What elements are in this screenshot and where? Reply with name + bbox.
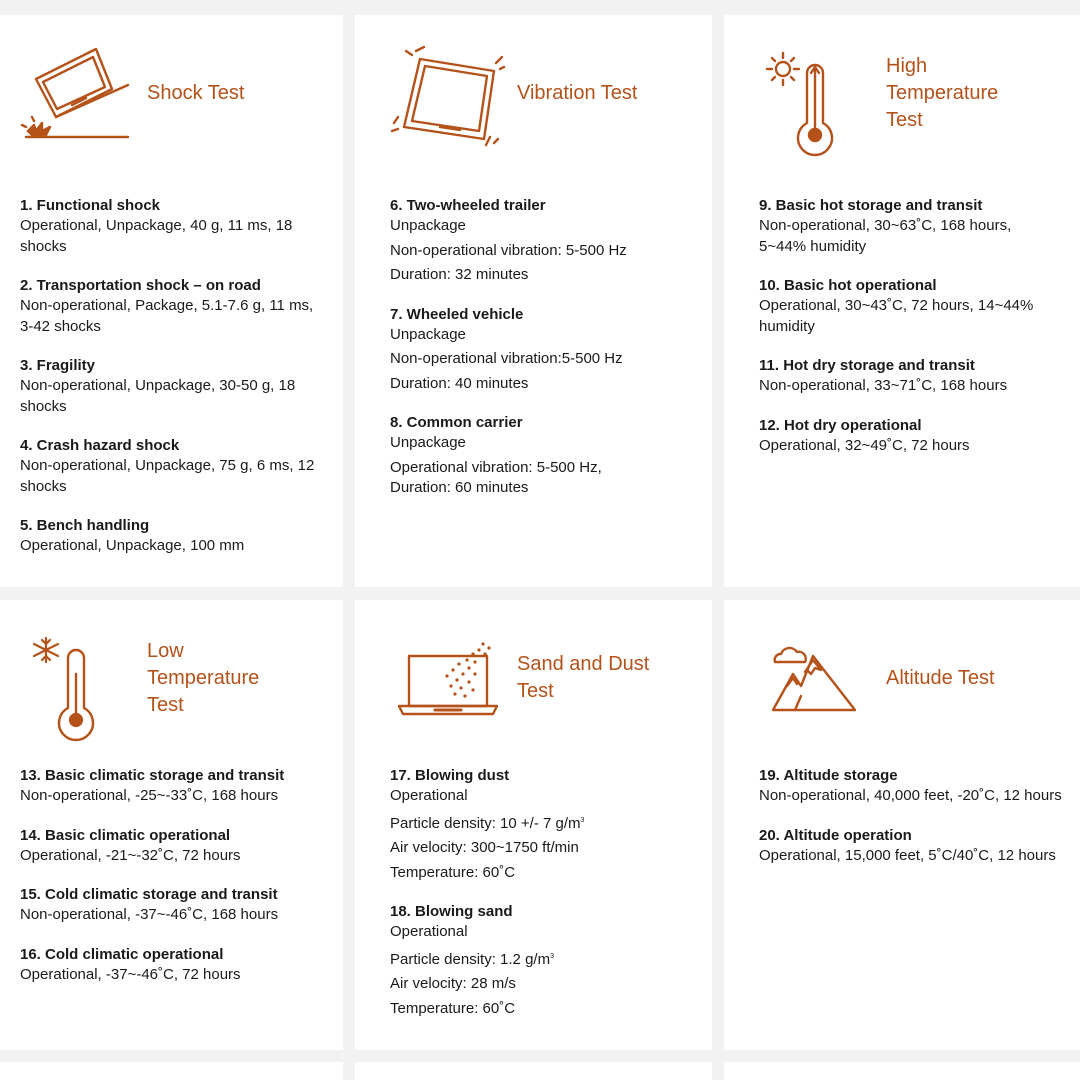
card-partial <box>724 1062 1080 1080</box>
item-title: 10. Basic hot operational <box>759 277 937 294</box>
item-title: 7. Wheeled vehicle <box>390 305 524 323</box>
item-detail: Unpackage <box>390 434 466 451</box>
item-title: 12. Hot dry operational <box>759 416 922 434</box>
list-item <box>390 413 694 499</box>
card-title: Low Temperature Test <box>147 640 260 716</box>
item-detail: Non-operational, 30~63˚C, 168 hours, 5~44% humidity <box>759 217 1012 255</box>
card-title: Vibration Test <box>517 82 638 104</box>
card-vibration-test <box>355 15 712 587</box>
item-detail: Operational <box>390 923 468 940</box>
item-detail: Non-operational, Unpackage, 75 g, 6 ms, 12 shocks <box>20 457 315 495</box>
card-shock-test <box>0 15 343 587</box>
item-detail: Duration: 40 minutes <box>390 374 529 392</box>
list-item <box>20 196 325 257</box>
item-detail: Operational, 30~43˚C, 72 hours, 14~44% humidity <box>759 297 1034 335</box>
item-title: 5. Bench handling <box>20 517 150 534</box>
item-detail: Operational <box>390 787 468 804</box>
item-detail: Operational, -21~-32˚C, 72 hours <box>20 846 241 864</box>
list-item <box>20 276 325 337</box>
list-item <box>759 276 1062 337</box>
item-title: 14. Basic climatic operational <box>20 826 231 844</box>
item-detail: Air velocity: 300~1750 ft/min <box>390 839 579 856</box>
card-sand-dust-test <box>355 600 712 1050</box>
list-item <box>390 305 694 395</box>
list-item <box>759 826 1062 867</box>
item-detail: Non-operational, -37~-46˚C, 168 hours <box>20 906 279 923</box>
list-item <box>20 436 325 497</box>
item-title: 17. Blowing dust <box>390 767 510 784</box>
item-detail: Non-operational vibration: 5-500 Hz <box>390 241 627 259</box>
item-detail: Non-operational, 33~71˚C, 168 hours <box>759 377 1008 394</box>
item-detail: Operational, -37~-46˚C, 72 hours <box>20 965 241 983</box>
card-high-temperature-test <box>724 15 1080 587</box>
item-title: 11. Hot dry storage and transit <box>759 357 975 374</box>
item-detail: Non-operational vibration:5-500 Hz <box>390 350 623 367</box>
item-detail: Operational vibration: 5-500 Hz, Duration: 60 minutes <box>390 458 602 496</box>
list-item <box>759 416 1062 457</box>
snowflake-thermometer-icon <box>20 634 132 734</box>
item-title: 20. Altitude operation <box>759 826 912 844</box>
item-title: 8. Common carrier <box>390 414 523 431</box>
item-title: 4. Crash hazard shock <box>20 437 180 454</box>
list-item <box>20 885 325 926</box>
list-item <box>20 766 325 807</box>
item-detail: Particle density: 10 +/- 7 $g/m^3$ <box>390 814 585 832</box>
list-item <box>20 356 325 417</box>
item-detail: Non-operational, Unpackage, 30-50 g, 18 shocks <box>20 377 296 415</box>
item-detail: Air velocity: 28 m/s <box>390 975 516 992</box>
item-title: 16. Cold climatic operational <box>20 945 224 963</box>
mountain-cloud-icon <box>769 640 881 740</box>
list-item <box>390 902 694 1019</box>
item-detail: Non-operational, -25~-33˚C, 168 hours <box>20 787 279 804</box>
item-title: 13. Basic climatic storage and transit <box>20 767 285 784</box>
item-detail: Non-operational, 40,000 feet, -20˚C, 12 hours <box>759 787 1062 804</box>
item-title: 3. Fragility <box>20 357 96 374</box>
item-detail: Duration: 32 minutes <box>390 266 529 283</box>
item-title: 15. Cold climatic storage and transit <box>20 886 278 903</box>
item-detail: Operational, Unpackage, 100 mm <box>20 537 245 554</box>
laptop-dust-icon <box>395 640 507 740</box>
laptop-vibration-icon <box>390 45 502 145</box>
list-item <box>20 516 325 557</box>
item-detail: Operational, Unpackage, 40 g, 11 ms, 18 shocks <box>20 217 293 255</box>
card-partial <box>355 1062 712 1080</box>
item-detail: Temperature: 60˚C <box>390 863 516 881</box>
list-item <box>759 196 1062 257</box>
card-title: High Temperature Test <box>886 55 999 131</box>
list-item <box>20 945 325 986</box>
item-detail: Operational, 15,000 feet, 5˚C/40˚C, 12 hours <box>759 846 1056 864</box>
item-title: 1. Functional shock <box>20 197 161 214</box>
list-item <box>390 766 694 883</box>
list-item <box>759 766 1062 807</box>
item-title: 9. Basic hot storage and transit <box>759 197 983 214</box>
laptop-drop-impact-icon <box>20 45 132 145</box>
item-detail: Unpackage <box>390 325 466 343</box>
item-detail: Non-operational, Package, 5.1-7.6 g, 11 ms, 3-42 shocks <box>20 297 314 335</box>
item-title: 6. Two-wheeled trailer <box>390 197 546 214</box>
list-item <box>759 356 1062 397</box>
list-item <box>20 826 325 867</box>
card-title: Sand and Dust Test <box>517 653 650 702</box>
card-title: Altitude Test <box>886 667 995 689</box>
sun-thermometer-icon <box>759 49 871 149</box>
item-title: 19. Altitude storage <box>759 767 898 784</box>
item-title: 2. Transportation shock – on road <box>20 277 261 294</box>
item-detail: Particle density: 1.2 $g/m^3$ <box>390 950 554 968</box>
item-detail: Temperature: 60˚C <box>390 999 516 1017</box>
item-title: 18. Blowing sand <box>390 903 513 920</box>
item-detail: Operational, 32~49˚C, 72 hours <box>759 436 970 454</box>
card-title: Shock Test <box>147 82 245 104</box>
card-altitude-test <box>724 600 1080 1050</box>
card-low-temperature-test <box>0 600 343 1050</box>
list-item <box>390 196 694 286</box>
card-partial <box>0 1062 343 1080</box>
item-detail: Unpackage <box>390 217 466 234</box>
